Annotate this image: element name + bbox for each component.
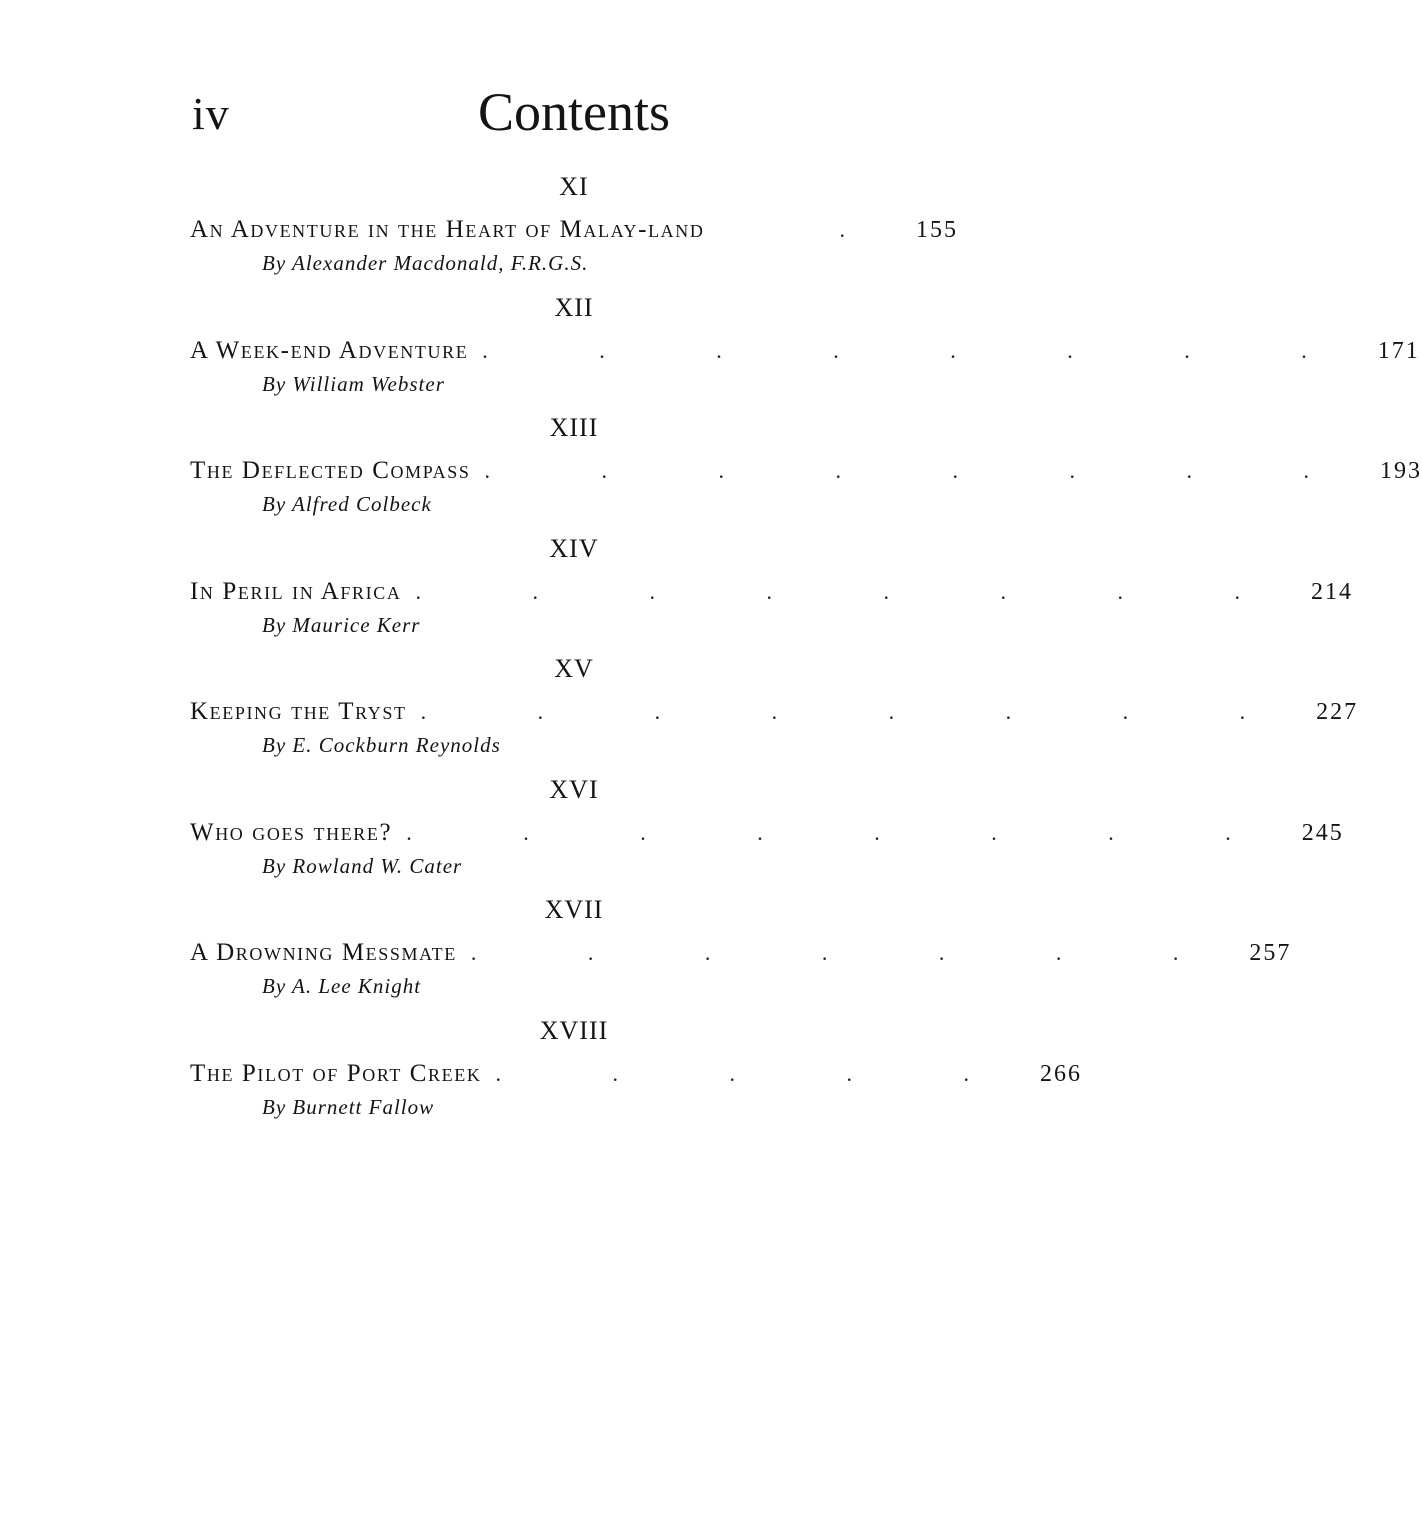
page-title: Contents — [477, 82, 670, 142]
toc-entry — [190, 893, 1292, 1014]
page-reference: 155 — [916, 217, 958, 243]
story-title: Who goes there? — [190, 818, 393, 846]
dot-leader: . . . . . . . — [470, 940, 1232, 965]
toc-title-row — [190, 212, 958, 248]
toc-entry — [190, 411, 1422, 532]
story-author: By Alfred Colbeck — [262, 492, 432, 516]
chapter-numeral: XVIII — [539, 1015, 609, 1045]
story-author: By Alexander Macdonald, F.R.G.S. — [262, 251, 589, 275]
story-author: By E. Cockburn Reynolds — [262, 733, 501, 757]
story-title: An Adventure in the Heart of Malay-land — [190, 216, 705, 243]
chapter-numeral: XV — [554, 654, 594, 683]
dot-leader: . . . . . — [495, 1060, 1022, 1086]
chapter-numeral: XVII — [544, 895, 604, 924]
chapter-numeral: XVI — [549, 774, 599, 804]
toc-title-row — [190, 1056, 1082, 1092]
story-author: By Maurice Kerr — [262, 612, 421, 637]
story-title: The Deflected Compass — [190, 457, 471, 484]
dot-leader: . . . . . . . . — [484, 458, 1362, 483]
toc-entry — [190, 773, 1344, 894]
page-reference: 171 — [1377, 337, 1420, 364]
toc-title-row — [190, 694, 1359, 730]
chapter-numeral: XI — [559, 172, 589, 201]
toc-title-row — [190, 935, 1292, 971]
story-title: The Pilot of Port Creek — [190, 1059, 482, 1087]
table-of-contents — [190, 170, 1422, 1134]
toc-entry — [190, 291, 1420, 412]
page-reference: 257 — [1249, 940, 1292, 966]
page-reference: 193 — [1379, 458, 1422, 484]
story-author: By Burnett Fallow — [262, 1094, 435, 1119]
story-title: A Drowning Messmate — [190, 939, 457, 966]
toc-entry — [190, 532, 1353, 653]
toc-entry — [190, 170, 958, 291]
page-number: iv — [192, 88, 230, 139]
page-reference: 266 — [1039, 1060, 1082, 1087]
toc-title-row — [190, 574, 1353, 610]
page-reference: 227 — [1316, 699, 1359, 725]
toc-entry — [190, 1014, 1082, 1135]
toc-entry — [190, 652, 1359, 773]
dot-leader: . . . . . . . . — [420, 699, 1299, 724]
toc-title-row — [190, 815, 1344, 851]
story-title: Keeping the Tryst — [190, 698, 407, 725]
story-author: By Rowland W. Cater — [262, 853, 463, 878]
toc-title-row — [190, 333, 1420, 369]
page-reference: 245 — [1301, 819, 1344, 846]
chapter-numeral: XII — [554, 292, 594, 322]
story-title: A Week-end Adventure — [190, 336, 469, 364]
story-author: By William Webster — [262, 371, 445, 396]
story-author: By A. Lee Knight — [262, 974, 422, 998]
chapter-numeral: XIII — [549, 413, 599, 442]
chapter-numeral: XIV — [549, 533, 599, 563]
story-title: In Peril in Africa — [190, 577, 402, 605]
toc-title-row — [190, 453, 1422, 489]
page-reference: 214 — [1310, 578, 1353, 605]
dot-leader: . . . . . . . . — [406, 819, 1284, 845]
dot-leader: . . . . . . . . — [415, 578, 1293, 604]
dot-leader: . — [839, 217, 898, 242]
dot-leader: . . . . . . . . — [482, 337, 1360, 363]
